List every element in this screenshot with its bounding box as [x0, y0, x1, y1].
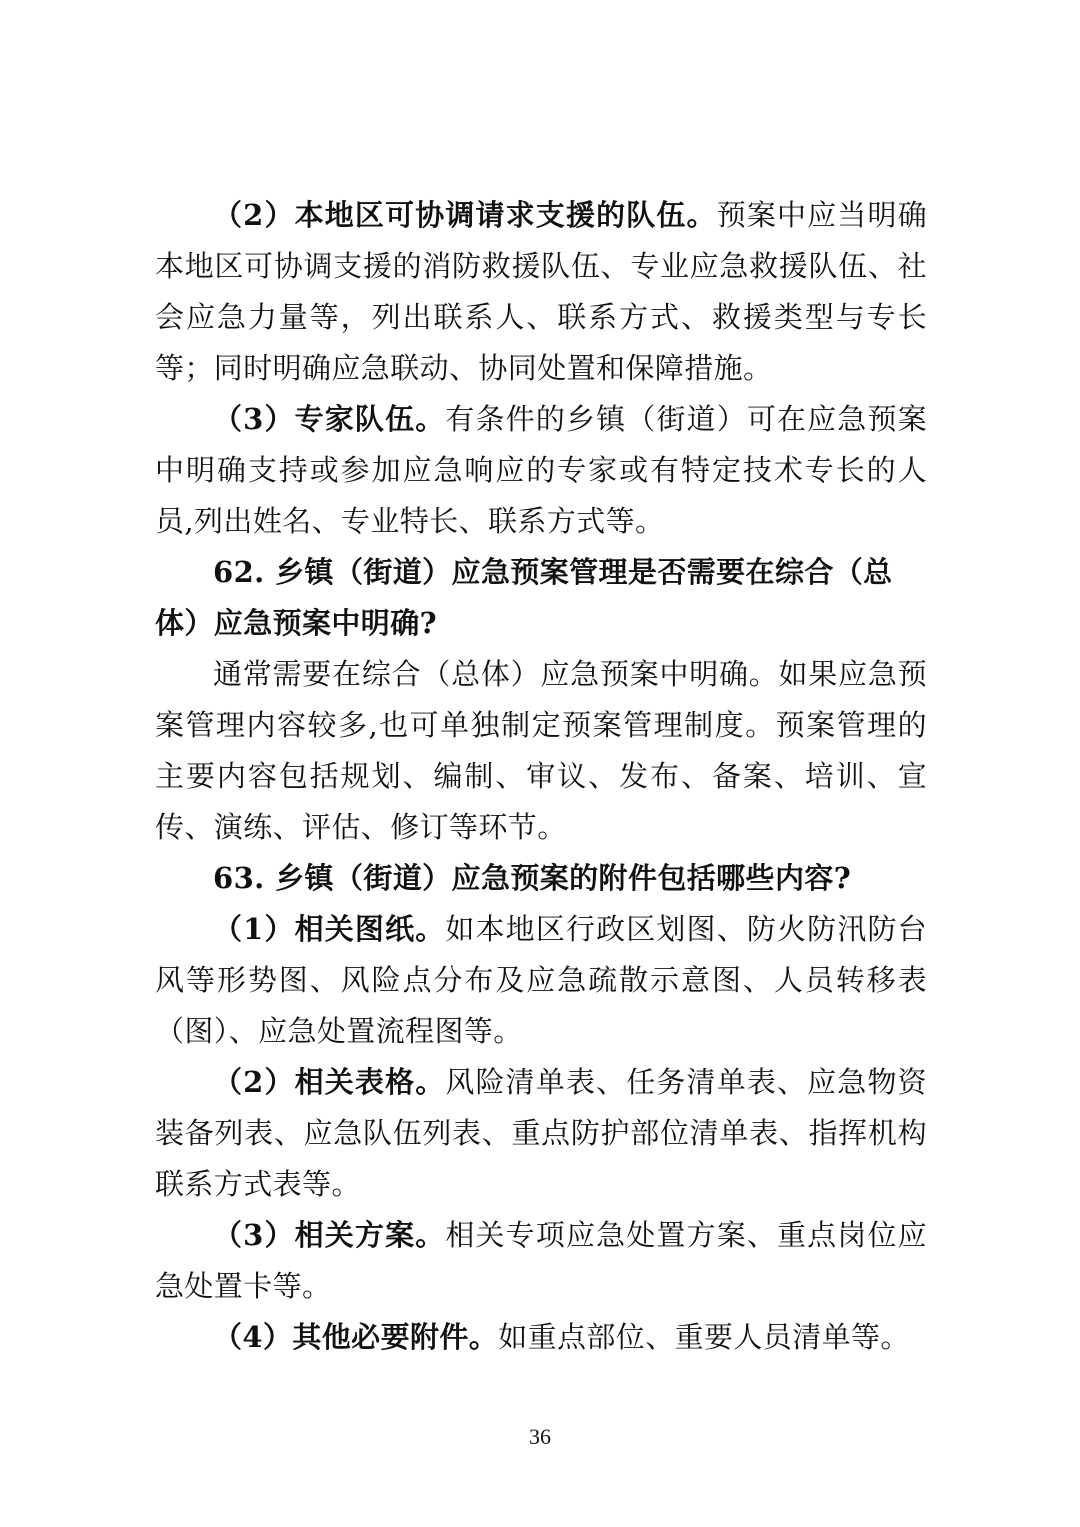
- item-label: （3）专家队伍。: [213, 402, 446, 436]
- item-text: 如本地区行政区划图、防火防汛防台风等形势图、风险点分布及应急疏散示意图、人员转移表（图）、应急处置流程图等。: [155, 912, 927, 1048]
- paragraph-tables: [155, 1057, 927, 1210]
- item-label: （3）相关方案。: [213, 1218, 446, 1252]
- item-label: （2）本地区可协调请求支援的队伍。: [213, 198, 717, 232]
- question-heading-62: 62. 乡镇（街道）应急预案管理是否需要在综合（总体）应急预案中明确?: [155, 555, 893, 640]
- paragraph-drawings: [155, 904, 927, 1057]
- paragraph-plans: [155, 1210, 927, 1312]
- paragraph-support-teams: [155, 190, 927, 394]
- item-label: （2）相关表格。: [213, 1065, 446, 1099]
- item-text: 相关专项应急处置方案、重点岗位应急处置卡等。: [155, 1218, 927, 1303]
- item-text: 风险清单表、任务清单表、应急物资装备列表、应急队伍列表、重点防护部位清单表、指挥机构联系方式表等。: [155, 1065, 927, 1201]
- question-heading-63: 63. 乡镇（街道）应急预案的附件包括哪些内容?: [213, 861, 852, 895]
- paragraph-other-attachments: [155, 1312, 927, 1363]
- item-text: 有条件的乡镇（街道）可在应急预案中明确支持或参加应急响应的专家或有特定技术专长的人员,列出姓名、专业特长、联系方式等。: [155, 402, 927, 538]
- page-body: [155, 190, 927, 1363]
- answer-paragraph-62: [155, 649, 927, 853]
- answer-text: 通常需要在综合（总体）应急预案中明确。如果应急预案管理内容较多,也可单独制定预案管理制度。预案管理的主要内容包括规划、编制、审议、发布、备案、培训、宣传、演练、评估、修订等环节。: [155, 657, 927, 844]
- item-text: 如重点部位、重要人员清单等。: [498, 1320, 910, 1354]
- item-label: （1）相关图纸。: [213, 912, 446, 946]
- item-label: （4）其他必要附件。: [213, 1320, 499, 1354]
- item-text: 预案中应当明确本地区可协调支援的消防救援队伍、专业应急救援队伍、社会应急力量等，列出联系人、联系方式、救援类型与专长等；同时明确应急联动、协同处置和保障措施。: [155, 198, 927, 385]
- page-number: 36: [529, 1424, 551, 1449]
- paragraph-expert-teams: [155, 394, 927, 547]
